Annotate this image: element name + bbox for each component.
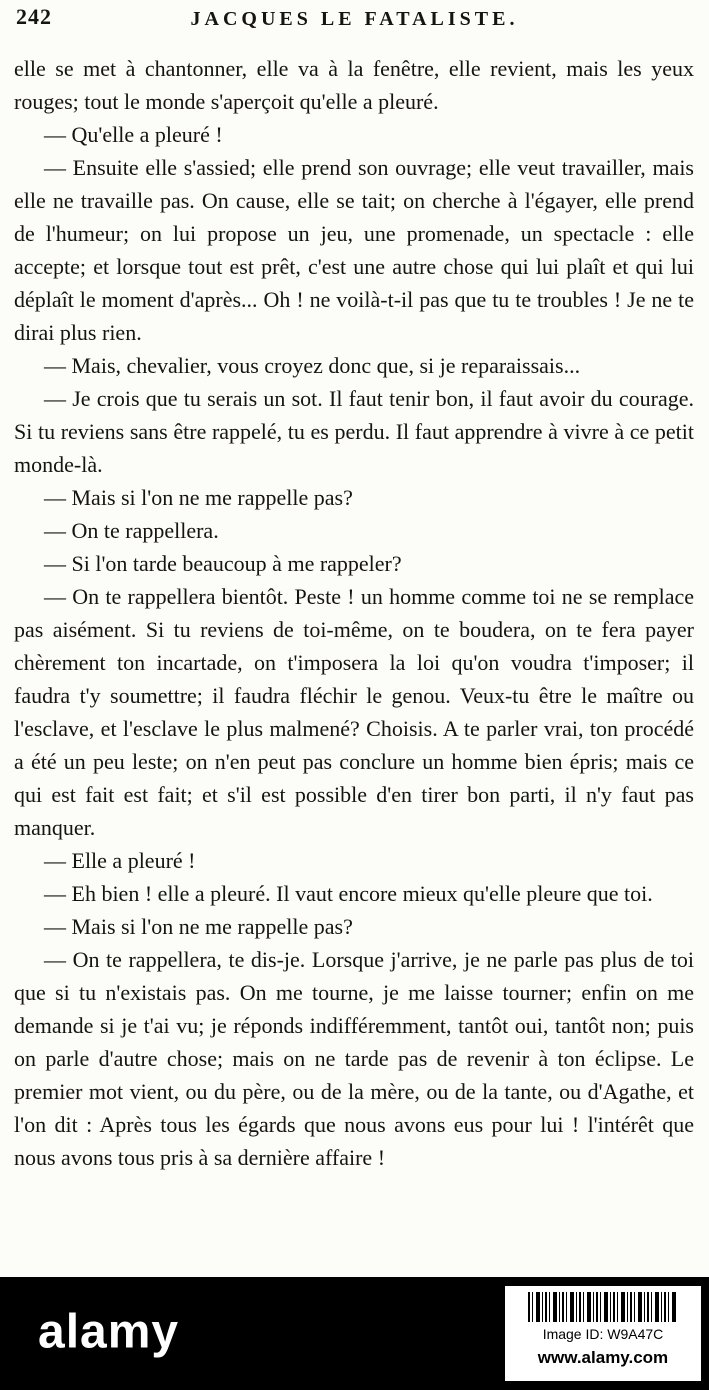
alamy-logo: alamy — [38, 1304, 180, 1358]
paragraph: — Mais si l'on ne me rappelle pas? — [44, 485, 353, 510]
image-id-box — [505, 1286, 701, 1381]
paragraph: — Mais, chevalier, vous croyez donc que, si je reparaissais... — [44, 353, 581, 378]
alamy-url: www.alamy.com — [537, 1348, 669, 1367]
watermark-bar — [0, 1277, 709, 1390]
text-body — [0, 46, 709, 1174]
paragraph: — On te rappellera. — [44, 518, 219, 543]
paragraph: — On te rappellera bientôt. Peste ! un homme comme toi ne se remplace pas aisément. Si tu reviens de toi-même, on te boudera, on te fera payer chèrement ton incartade, on t'imposera la loi qu'on voudra t'imposer; il faudra t'y soumettre; il faudra fléchir le genou. Veux-tu être le maître ou l'esclave, et l'esclave le plus malmené? Choisis. A te parler vrai, ton procédé a été un peu leste; on n'en peut pas conclure un homme bien épris; mais ce qui est fait est fait; et s'il est possible d'en tirer bon parti, il n'y faut pas manquer. — [14, 584, 694, 840]
page-header — [0, 0, 709, 46]
paragraph: elle se met à chantonner, elle va à la fenêtre, elle revient, mais les yeux rouges; tout le monde s'aperçoit qu'elle a pleuré. — [14, 56, 694, 114]
page-number: 242 — [16, 4, 52, 29]
paragraph: — Ensuite elle s'assied; elle prend son ouvrage; elle veut travailler, mais elle ne travaille pas. On cause, elle se tait; on cherche à l'égayer, elle prend de l'humeur; on lui propose un jeu, une promenade, un spectacle : elle accepte; et lorsque tout est prêt, c'est une autre chose qui lui plaît et qui lui déplaît le moment d'après... Oh ! ne voilà-t-il pas que tu te troubles ! Je ne te dirai plus rien. — [14, 155, 694, 345]
paragraph: — Je crois que tu serais un sot. Il faut tenir bon, il faut avoir du courage. Si tu reviens sans être rappelé, tu es perdu. Il faut apprendre à vivre à ce petit monde-là. — [14, 386, 694, 477]
paragraph: — On te rappellera, te dis-je. Lorsque j'arrive, je ne parle pas plus de toi que si tu n'existais pas. On me tourne, je me laisse tourner; enfin on me demande si je t'ai vu; je réponds indifféremment, tantôt oui, tantôt non; puis on parle d'autre chose; mais on ne tarde pas de revenir à ton éclipse. Le premier mot vient, ou du père, ou de la mère, ou de la tante, ou d'Agathe, et l'on dit : Après tous les égards que nous avons eus pour lui ! l'intérêt que nous avons tous pris à sa dernière affaire ! — [14, 947, 694, 1170]
paragraph: — Si l'on tarde beaucoup à me rappeler? — [44, 551, 402, 576]
paragraph: — Mais si l'on ne me rappelle pas? — [44, 914, 353, 939]
barcode-icon — [528, 1292, 678, 1322]
paragraph: — Qu'elle a pleuré ! — [44, 122, 223, 147]
paragraph: — Eh bien ! elle a pleuré. Il vaut encore mieux qu'elle pleure que toi. — [44, 881, 653, 906]
page-title: JACQUES LE FATALISTE. — [190, 8, 519, 30]
paragraph: — Elle a pleuré ! — [44, 848, 196, 873]
image-id-text: Image ID: W9A47C — [542, 1326, 664, 1342]
